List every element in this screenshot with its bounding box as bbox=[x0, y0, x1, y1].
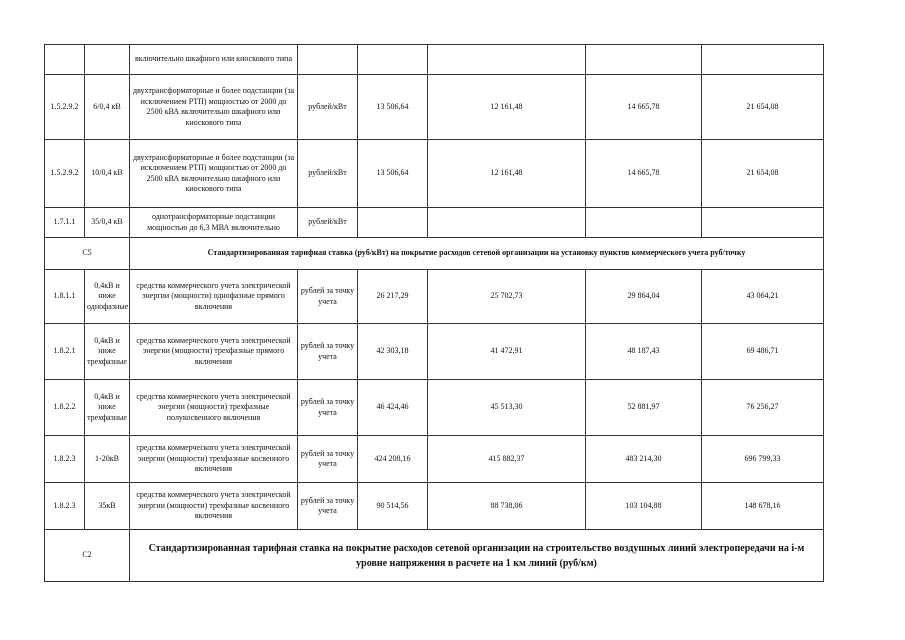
row-code bbox=[45, 45, 85, 75]
row-value-3: 483 214,30 bbox=[586, 436, 702, 483]
row-value-3: 14 665,78 bbox=[586, 140, 702, 208]
row-value-2: 415 882,37 bbox=[428, 436, 586, 483]
row-value-1 bbox=[358, 208, 428, 238]
table-row bbox=[45, 270, 824, 324]
row-value-1: 46 424,46 bbox=[358, 380, 428, 436]
row-code: 1.8.1.1 bbox=[45, 270, 85, 324]
row-description: однотрансформаторные подстанции мощностью до 6,3 МВА включительно bbox=[130, 208, 298, 238]
row-voltage bbox=[85, 45, 130, 75]
row-value-4: 21 654,08 bbox=[702, 75, 824, 140]
row-voltage: 0,4кВ и ниже однофазные bbox=[85, 270, 130, 324]
row-description: средства коммерческого учета электрической энергии (мощности) трехфазные полукосвенного включения bbox=[130, 380, 298, 436]
table-row bbox=[45, 324, 824, 380]
table-row bbox=[45, 483, 824, 530]
row-value-1 bbox=[358, 45, 428, 75]
row-voltage: 1-20кВ bbox=[85, 436, 130, 483]
row-code: 1.8.2.1 bbox=[45, 324, 85, 380]
row-value-2: 12 161,48 bbox=[428, 75, 586, 140]
row-description: включительно шкафного или киоскового типа bbox=[130, 45, 298, 75]
row-voltage: 6/0,4 кВ bbox=[85, 75, 130, 140]
row-code: 1.8.2.3 bbox=[45, 436, 85, 483]
row-value-1: 13 506,64 bbox=[358, 140, 428, 208]
row-value-2: 41 472,91 bbox=[428, 324, 586, 380]
row-code: 1.5.2.9.2 bbox=[45, 75, 85, 140]
section-header-c5 bbox=[45, 238, 824, 270]
table-row bbox=[45, 208, 824, 238]
row-value-1: 13 506,64 bbox=[358, 75, 428, 140]
row-voltage: 10/0,4 кВ bbox=[85, 140, 130, 208]
row-value-4: 21 654,08 bbox=[702, 140, 824, 208]
row-value-4: 76 256,27 bbox=[702, 380, 824, 436]
row-value-4: 69 486,71 bbox=[702, 324, 824, 380]
table-row bbox=[45, 75, 824, 140]
row-value-2: 12 161,48 bbox=[428, 140, 586, 208]
row-unit: рублей/кВт bbox=[298, 208, 358, 238]
row-value-1: 90 514,56 bbox=[358, 483, 428, 530]
row-code: 1.8.2.2 bbox=[45, 380, 85, 436]
row-value-3 bbox=[586, 208, 702, 238]
table-row bbox=[45, 436, 824, 483]
row-description: средства коммерческого учета электрической энергии (мощности) трехфазные прямого включения bbox=[130, 324, 298, 380]
row-unit: рублей за точку учета bbox=[298, 483, 358, 530]
row-value-4 bbox=[702, 45, 824, 75]
row-value-4 bbox=[702, 208, 824, 238]
table-row bbox=[45, 380, 824, 436]
row-code: 1.8.2.3 bbox=[45, 483, 85, 530]
row-value-2 bbox=[428, 45, 586, 75]
row-description: средства коммерческого учета электрической энергии (мощности) трехфазные косвенного включения bbox=[130, 436, 298, 483]
row-value-3: 103 104,88 bbox=[586, 483, 702, 530]
row-value-2: 88 738,06 bbox=[428, 483, 586, 530]
row-value-2: 45 513,30 bbox=[428, 380, 586, 436]
row-value-3: 52 881,97 bbox=[586, 380, 702, 436]
row-description: средства коммерческого учета электрической энергии (мощности) трехфазные косвенного включения bbox=[130, 483, 298, 530]
row-voltage: 0,4кВ и ниже трехфазные bbox=[85, 324, 130, 380]
table-row bbox=[45, 140, 824, 208]
section-title: Стандартизированная тарифная ставка (руб/кВт) на покрытие расходов сетевой организации на установку пунктов коммерческого учета руб/точку bbox=[130, 238, 824, 270]
table-row bbox=[45, 45, 824, 75]
row-unit: рублей за точку учета bbox=[298, 324, 358, 380]
row-value-3: 48 187,43 bbox=[586, 324, 702, 380]
section-header-c2 bbox=[45, 530, 824, 582]
row-value-3: 29 864,04 bbox=[586, 270, 702, 324]
row-unit: рублей за точку учета bbox=[298, 436, 358, 483]
row-unit: рублей/кВт bbox=[298, 140, 358, 208]
row-value-4: 148 678,16 bbox=[702, 483, 824, 530]
row-value-1: 26 217,29 bbox=[358, 270, 428, 324]
row-voltage: 35/0,4 кВ bbox=[85, 208, 130, 238]
row-unit bbox=[298, 45, 358, 75]
row-unit: рублей за точку учета bbox=[298, 380, 358, 436]
row-voltage: 35кВ bbox=[85, 483, 130, 530]
row-description: двухтрансформаторные и более подстанции (за исключением РТП) мощностью от 2000 до 2500 кВА включительно шкафного или киоскового типа bbox=[130, 140, 298, 208]
row-value-3 bbox=[586, 45, 702, 75]
row-value-4: 43 064,21 bbox=[702, 270, 824, 324]
row-value-1: 42 303,18 bbox=[358, 324, 428, 380]
row-unit: рублей за точку учета bbox=[298, 270, 358, 324]
row-value-2 bbox=[428, 208, 586, 238]
section-code: C5 bbox=[45, 238, 130, 270]
tariff-table bbox=[44, 44, 824, 582]
row-value-1: 424 208,16 bbox=[358, 436, 428, 483]
section-code: C2 bbox=[45, 530, 130, 582]
section-title: Стандартизированная тарифная ставка на покрытие расходов сетевой организации на строительство воздушных линий электропередачи на i-м уровне напряжения в расчете на 1 км линий (руб/км) bbox=[130, 530, 824, 582]
row-description: средства коммерческого учета электрической энергии (мощности) однофазные прямого включения bbox=[130, 270, 298, 324]
row-code: 1.5.2.9.2 bbox=[45, 140, 85, 208]
row-value-2: 25 702,73 bbox=[428, 270, 586, 324]
row-value-3: 14 665,78 bbox=[586, 75, 702, 140]
row-description: двухтрансформаторные и более подстанции (за исключением РТП) мощностью от 2000 до 2500 кВА включительно шкафного или киоскового типа bbox=[130, 75, 298, 140]
row-value-4: 696 799,33 bbox=[702, 436, 824, 483]
row-code: 1.7.1.1 bbox=[45, 208, 85, 238]
row-voltage: 0,4кВ и ниже трехфазные bbox=[85, 380, 130, 436]
row-unit: рублей/кВт bbox=[298, 75, 358, 140]
